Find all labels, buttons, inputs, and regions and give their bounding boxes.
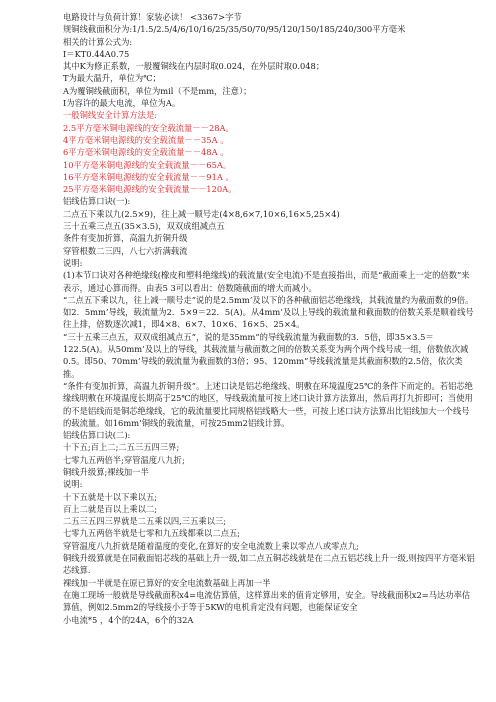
copper-line: 10平方毫米铜电源线的安全载流量－－65A。 (63, 159, 232, 170)
paragraph: 铜线升级算就是在同截面铝芯线的基础上升一级,如二点五铜芯线就是在二点五铝芯线上升一级,则按四平方毫米铝芯线算. (63, 553, 475, 576)
formula-k: 其中K为修正系数，一般覆铜线在内层时取0.024，在外层时取0.048； (63, 61, 325, 72)
paragraph: “三十五乘三点五，双双成组减点五”，说的是35mm”的导线载流量为截面数的3．5倍，即35×3.5＝122.5(A)。从50mm’及以上的导线，其载流量与截面数之间的倍数关系变为两个两个线号成一组，倍数依次减0.5。即50、70mm’导线的载流量为截面数的3倍；95、120mm”导线载流量是其截面积数的2.5倍，依次类推。 (63, 331, 469, 379)
last-line: 小电流*5 ，4个的24A，6个的32A (63, 614, 194, 625)
copper-line: 16平方毫米铜电源线的安全载流量－－91A 。 (63, 171, 234, 182)
explain-line: 百上二就是百以上乘以二; (63, 503, 158, 514)
paragraph: 在施工现场一般就是导线截面积x4=电流估算值，这样算出来的值肯定够用，安全。导线截面积x2=马达功率估算值，例如2.5mm2的导线接小于等于5KW的电机肯定没有问题，也能保证安全 (63, 589, 471, 613)
bare-line: 裸线加一半就是在原已算好的安全电流数基础上再加一半 (63, 577, 271, 588)
paragraph: (1)本节口诀对各种绝缘线(橡皮和塑料绝缘线)的载流量(安全电流)不是直接指出，而是“截面乘上一定的倍数”来表示，通过心算而得。由表5 3可以看出：倍数随截面的增大而减小。 (63, 270, 470, 293)
rhyme-line: 十下五;百上二;二五三五四三界; (63, 442, 180, 453)
formula: I＝KT0.44A0.75 (63, 48, 130, 59)
rhyme-line: 铜线升级算;裸线加一半 (63, 466, 149, 477)
formula-a: A为覆铜线截面积，单位为mil（不是mm，注意）； (63, 85, 252, 96)
explain-line: 穿管温度八九折就是随着温度的变化,在算好的安全电流数上乘以零点八或零点九; (63, 540, 359, 551)
explain-line: 二五三五四三界就是二五乘以四,三五乘以三; (63, 516, 227, 527)
formula-i: I为容许的最大电流，单位为A。 (63, 98, 181, 109)
formula-heading: 相关的计算公式为: (63, 36, 133, 47)
paragraph: “条件有变加折算，高温九折铜升级”。上述口诀是铝芯绝缘线、明敷在环境温度25℃的条件下而定的。若铝芯绝缘线明敷在环境温度长期高于25℃的地区，导线载流量可按上述口诀计算方法算出，然后再打九折即可；当使用的不是铝线而是铜芯绝缘线，它的载流量要比同规格铝线略大一些，可按上述口诀方法算出比铝线加大一个线号的载流量。如16mm’铜线的载流量，可按25mm2铝线计算。 (63, 380, 473, 428)
section-heading: 铝线估算口诀(一): (63, 196, 131, 207)
formula-t: T为最大温升，单位为℃； (63, 73, 161, 84)
rhyme-line: 三十五乘三点五(35×3.5)，双双成组减点五 (63, 221, 225, 232)
copper-line: 25平方毫米铜电源线的安全载流量－－120A。 (63, 184, 237, 195)
copper-safety-heading: 一般铜线安全计算方法是: (63, 110, 158, 121)
explain-line: 七零九五两倍半就是七零和九五线都乘以二点五; (63, 528, 241, 539)
rhyme-line: 二点五下乘以九(2.5×9)，往上减一顺号走(4×8,6×7,10×6,16×5,25×4) (63, 208, 340, 219)
section-heading: 铝线估算口诀(二): (63, 430, 131, 441)
copper-line: 4平方毫米铜电源线的安全载流量－－35A 。 (63, 134, 229, 145)
copper-line: 2.5平方毫米铜电源线的安全载流量－－28A。 (63, 122, 234, 133)
rhyme-line: 穿管根数二三四，八七六折满载流 (63, 245, 188, 256)
rhyme-line: 七零九五两倍半;穿管温度八九折; (63, 454, 185, 465)
copper-line: 6平方毫米铜电源线的安全载流量－－48A 。 (63, 147, 229, 158)
explain-heading: 说明: (63, 479, 83, 490)
rhyme-line: 条件有变加折算，高温九折铜升级 (63, 233, 188, 244)
paragraph: “二点五下乘以九，往上减一顺号走”说的是2.5mm’及以下的各种截面铝芯绝缘线，其载流量约为截面数的9倍。如2．5mm’导线，载流量为2．5×9＝22．5(A)。从4mm’及以上导线的载流量和截面数的倍数关系是顺着线号往上排，倍数逐次减1，即4×8、6×7、10×6、16×5、25×4。 (63, 294, 474, 330)
explain-line: 十下五就是十以下乘以五; (63, 491, 158, 502)
explain-heading: 说明: (63, 257, 83, 268)
doc-title: 电路设计与负荷计算！家装必读！ <3367>字节 (63, 12, 242, 22)
area-series: 规铜线截面积分为:1/1.5/2.5/4/6/10/16/25/35/50/70/95/120/150/185/240/300平方毫米 (63, 24, 406, 35)
